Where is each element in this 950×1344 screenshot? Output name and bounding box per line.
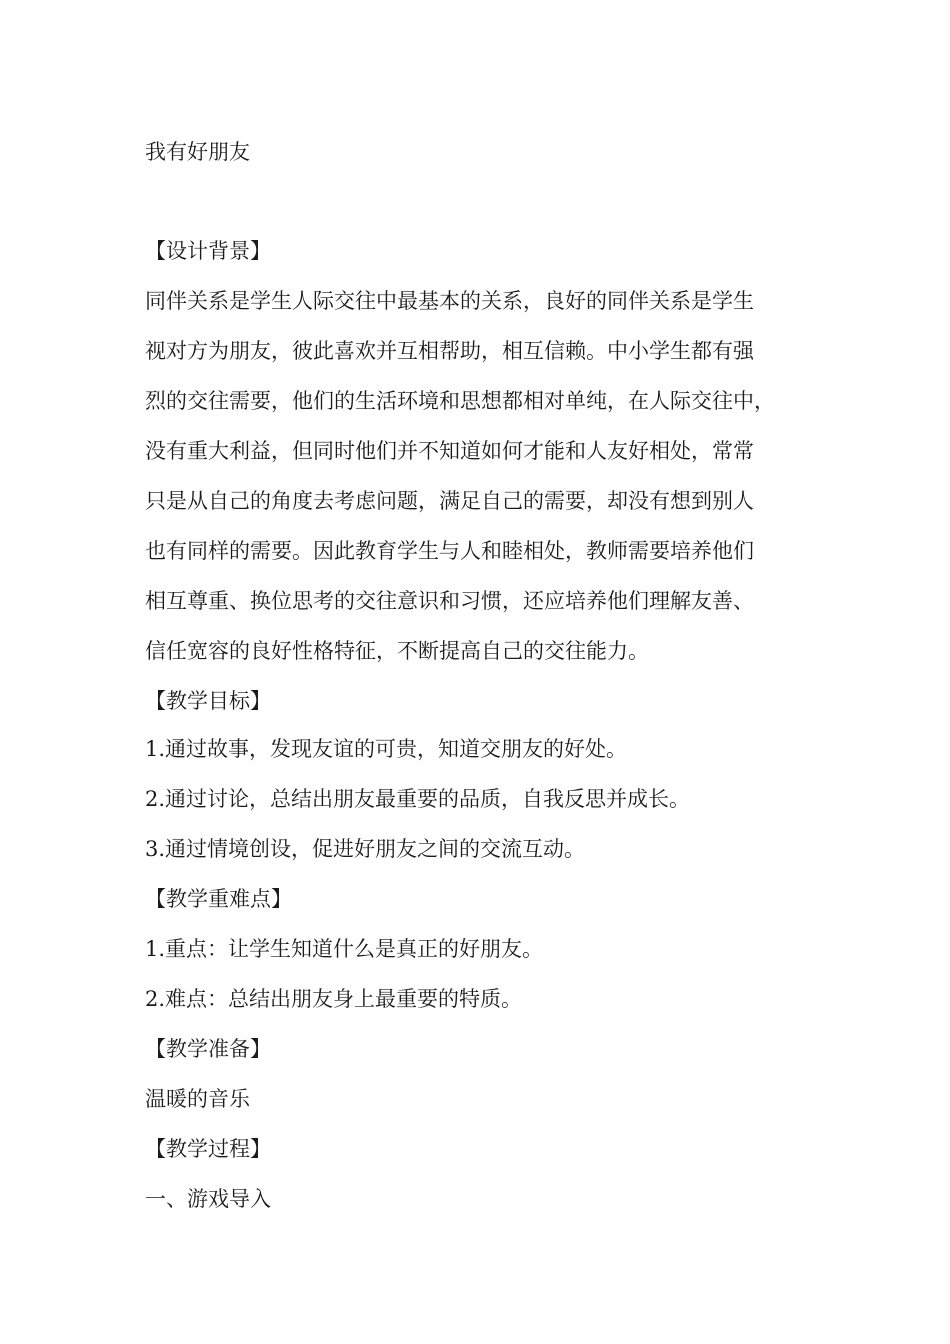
paragraph-line: 同伴关系是学生人际交往中最基本的关系，良好的同伴关系是学生	[145, 289, 754, 313]
document-title: 我有好朋友	[145, 140, 250, 164]
section-heading-teaching-process: 【教学过程】	[145, 1137, 271, 1161]
list-item: 3.通过情境创设，促进好朋友之间的交流互动。	[145, 837, 586, 861]
list-item: 1.重点：让学生知道什么是真正的好朋友。	[145, 937, 544, 961]
section-heading-teaching-goals: 【教学目标】	[145, 689, 271, 713]
paragraph-line: 只是从自己的角度去考虑问题，满足自己的需要，却没有想到别人	[145, 489, 754, 513]
list-item: 2.难点：总结出朋友身上最重要的特质。	[145, 987, 523, 1011]
paragraph-line: 相互尊重、换位思考的交往意识和习惯，还应培养他们理解友善、	[145, 589, 754, 613]
paragraph-line: 也有同样的需要。因此教育学生与人和睦相处，教师需要培养他们	[145, 539, 754, 563]
list-item: 2.通过讨论，总结出朋友最重要的品质，自我反思并成长。	[145, 787, 691, 811]
subsection-heading: 一、游戏导入	[145, 1187, 271, 1211]
section-heading-key-points: 【教学重难点】	[145, 887, 292, 911]
paragraph-line: 温暖的音乐	[145, 1087, 250, 1111]
list-item: 1.通过故事，发现友谊的可贵，知道交朋友的好处。	[145, 737, 628, 761]
section-heading-design-background: 【设计背景】	[145, 239, 271, 263]
paragraph-line: 信任宽容的良好性格特征，不断提高自己的交往能力。	[145, 639, 649, 663]
paragraph-line: 视对方为朋友，彼此喜欢并互相帮助，相互信赖。中小学生都有强	[145, 339, 754, 363]
section-heading-preparation: 【教学准备】	[145, 1037, 271, 1061]
paragraph-line: 烈的交往需要，他们的生活环境和思想都相对单纯，在人际交往中，	[145, 389, 775, 413]
paragraph-line: 没有重大利益，但同时他们并不知道如何才能和人友好相处，常常	[145, 439, 754, 463]
